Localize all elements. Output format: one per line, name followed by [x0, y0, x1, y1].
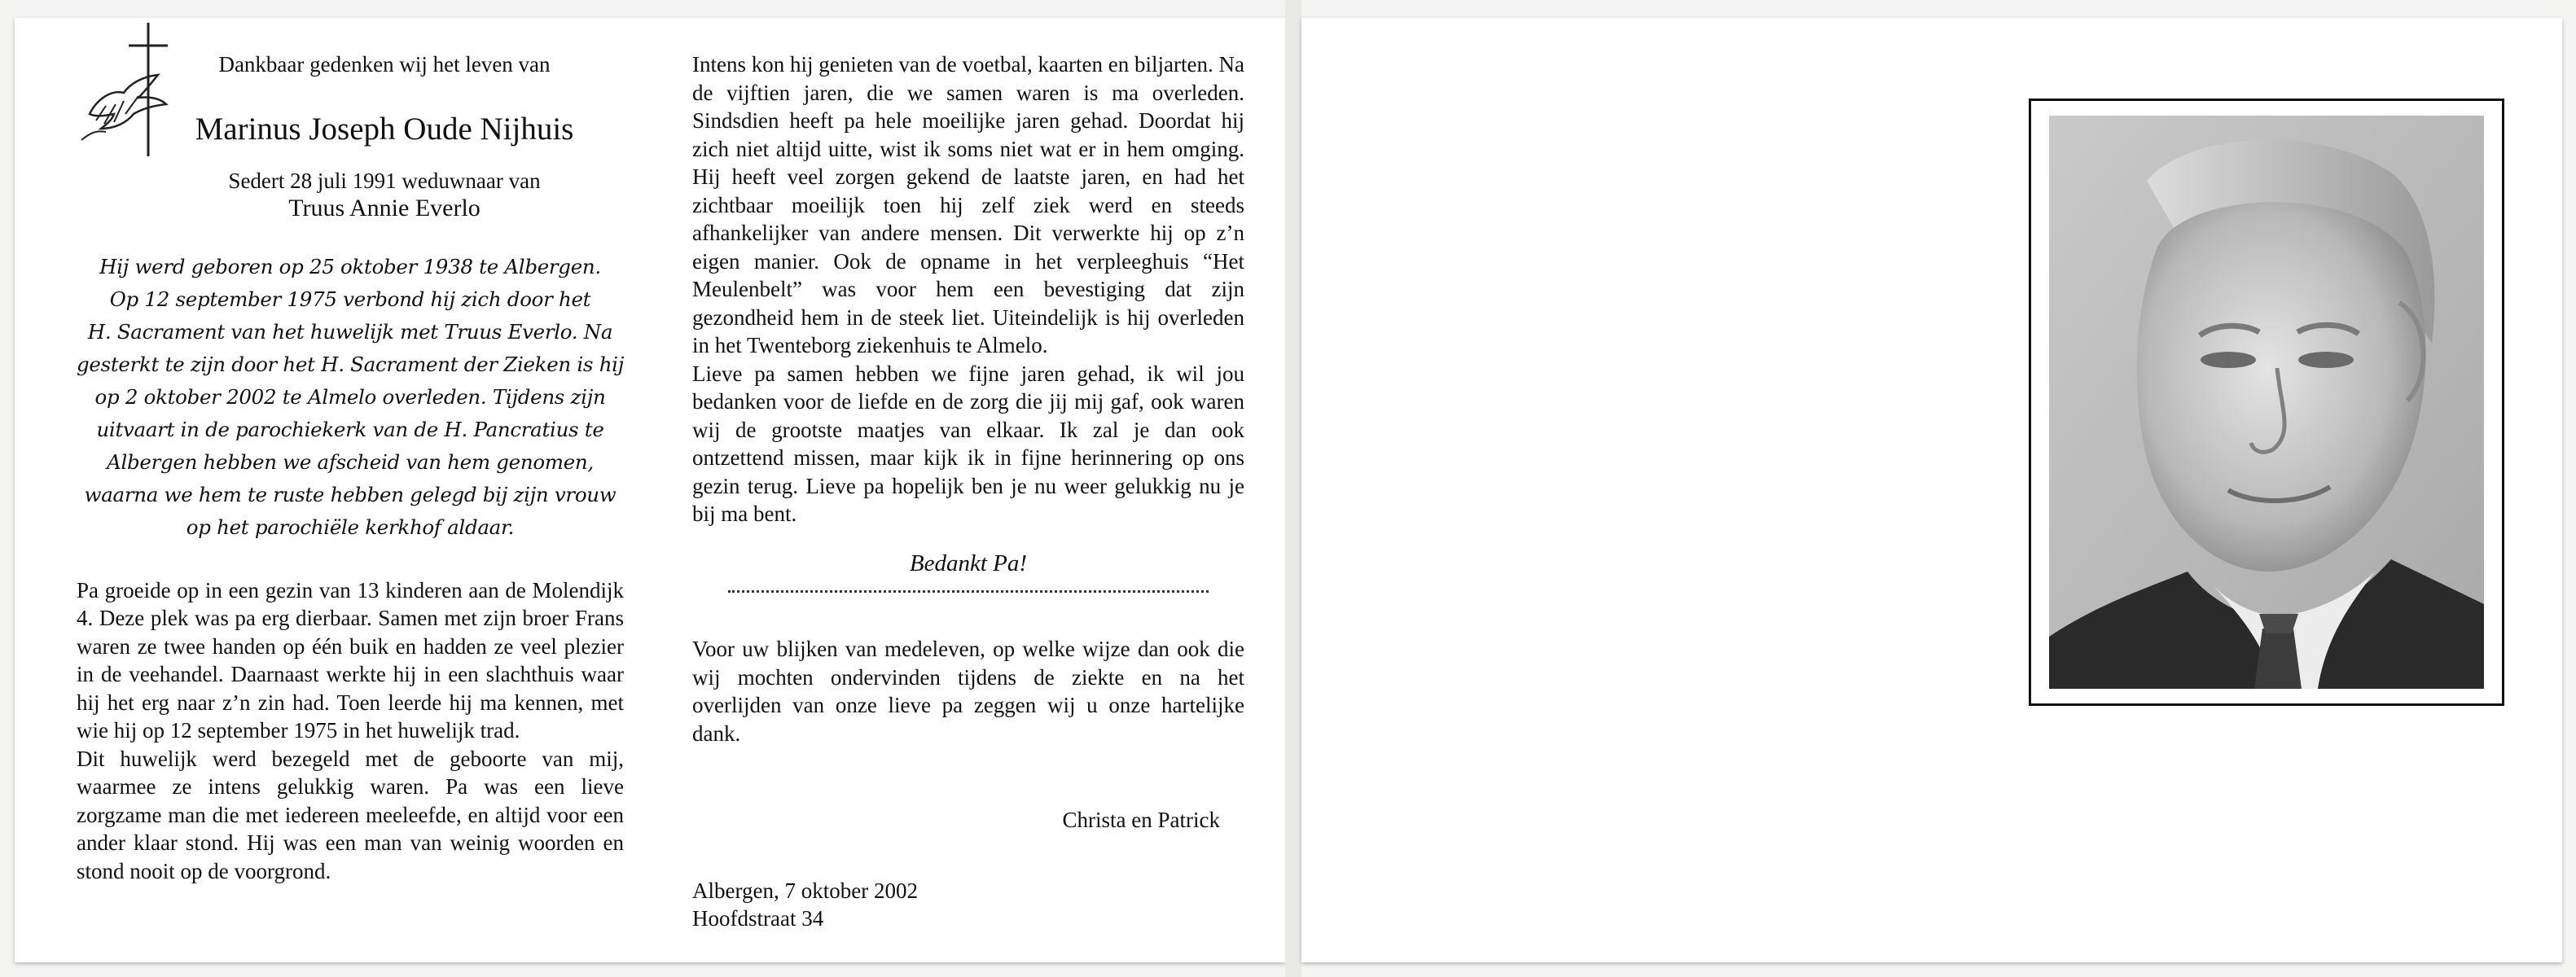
fold-gap: [1285, 0, 1301, 977]
italic-line: Op 12 september 1975 verbond hij zich door het: [109, 287, 591, 311]
italic-line: waarna we hem te ruste hebben gelegd bij zijn vrouw: [84, 482, 617, 506]
story-paragraph-4: Lieve pa samen hebben we fijne jaren gehad, ik wil jou bedanken voor de liefde en de zorg die jij mij gaf, ook waren wij de grootste maatjes van elkaar. Ik zal je dan ook ontzettend missen, maar kijk ik in fijne herinnering op ons gezin terug. Lieve pa hopelijk ben je nu weer gelukkig nu je bij ma bent.: [692, 361, 1244, 526]
deceased-name: Marinus Joseph Oude Nijhuis: [195, 111, 574, 147]
story-paragraph-1: Pa groeide op in een gezin van 13 kinderen aan de Molendijk 4. Deze plek was pa erg dierbaar. Samen met zijn broer Frans waren ze twee handen op één buik en hadden ze veel plezier in de veehandel. Daarnaast werkte hij in een slachthuis waar hij het erg naar z’n zin had. Toen leerde hij ma kennen, met wie hij op 12 september 1975 in het huwelijk trad.: [77, 577, 624, 743]
portrait-frame: [2029, 99, 2504, 706]
italic-line: uitvaart in de parochiekerk van de H. Pancratius te: [96, 417, 604, 441]
dotted-divider: [728, 585, 1209, 593]
story-paragraph-3: Intens kon hij genieten van de voetbal, kaarten en biljarten. Na de vijftien jaren, die we samen waren is ma overleden. Sindsdien heeft pa hele moeilijke jaren gehad. Doordat hij zich niet altijd uitte, wist ik soms niet wat er in hem omging. Hij heeft veel zorgen gekend de laatste jaren, en had het zichtbaar moeilijk toen hij zelf ziek werd en steeds afhankelijker van andere mensen. Dit verwerkte hij op z’n eigen manier. Ook de opname in het verpleeghuis “Het Meulenbelt” was voor hem een bevestiging dat zijn gezondheid hem in de steek liet. Uiteindelijk is hij overleden in het Twenteborg ziekenhuis te Almelo.: [692, 52, 1244, 357]
italic-line: Albergen hebben we afscheid van hem genomen,: [107, 449, 594, 474]
italic-line: gesterkt te zijn door het H. Sacrament der Zieken is hij: [77, 352, 624, 376]
address: Hoofdstraat 34: [692, 906, 824, 931]
spouse-name: Truus Annie Everlo: [288, 195, 481, 221]
place-date: Albergen, 7 oktober 2002: [692, 878, 918, 903]
story-paragraph-2: Dit huwelijk werd bezegeld met de geboorte van mij, waarmee ze intens gelukkig waren. Pa was een lieve zorgzame man die met iedereen meeleefde, en altijd voor een ander klaar stond. Hij was een man van weinig woorden en stond nooit op de voorgrond.: [77, 746, 624, 883]
widower-line: Sedert 28 juli 1991 weduwnaar van: [228, 168, 541, 193]
italic-line: Hij werd geboren op 25 oktober 1938 te Albergen.: [99, 254, 601, 278]
thank-you-dad: Bedankt Pa!: [909, 550, 1028, 576]
signers: Christa en Patrick: [1062, 808, 1220, 832]
left-column: [77, 50, 624, 885]
italic-line: H. Sacrament van het huwelijk met Truus Everlo. Na: [87, 319, 613, 344]
thanks-paragraph: Voor uw blijken van medeleven, op welke wijze dan ook die wij mochten ondervinden tijdens de ziekte en na het overlijden van onze lieve pa zeggen wij u onze hartelijke dank.: [692, 637, 1244, 746]
biography-italic: [77, 251, 624, 544]
intro-line: Dankbaar gedenken wij het leven van: [218, 52, 551, 77]
memorial-card-inner-spread: [15, 18, 1285, 962]
italic-line: op 2 oktober 2002 te Almelo overleden. Tijdens zijn: [94, 384, 606, 409]
middle-column: [692, 50, 1244, 933]
portrait-photo: [2049, 116, 2484, 689]
italic-line: op het parochiële kerkhof aldaar.: [186, 515, 515, 539]
